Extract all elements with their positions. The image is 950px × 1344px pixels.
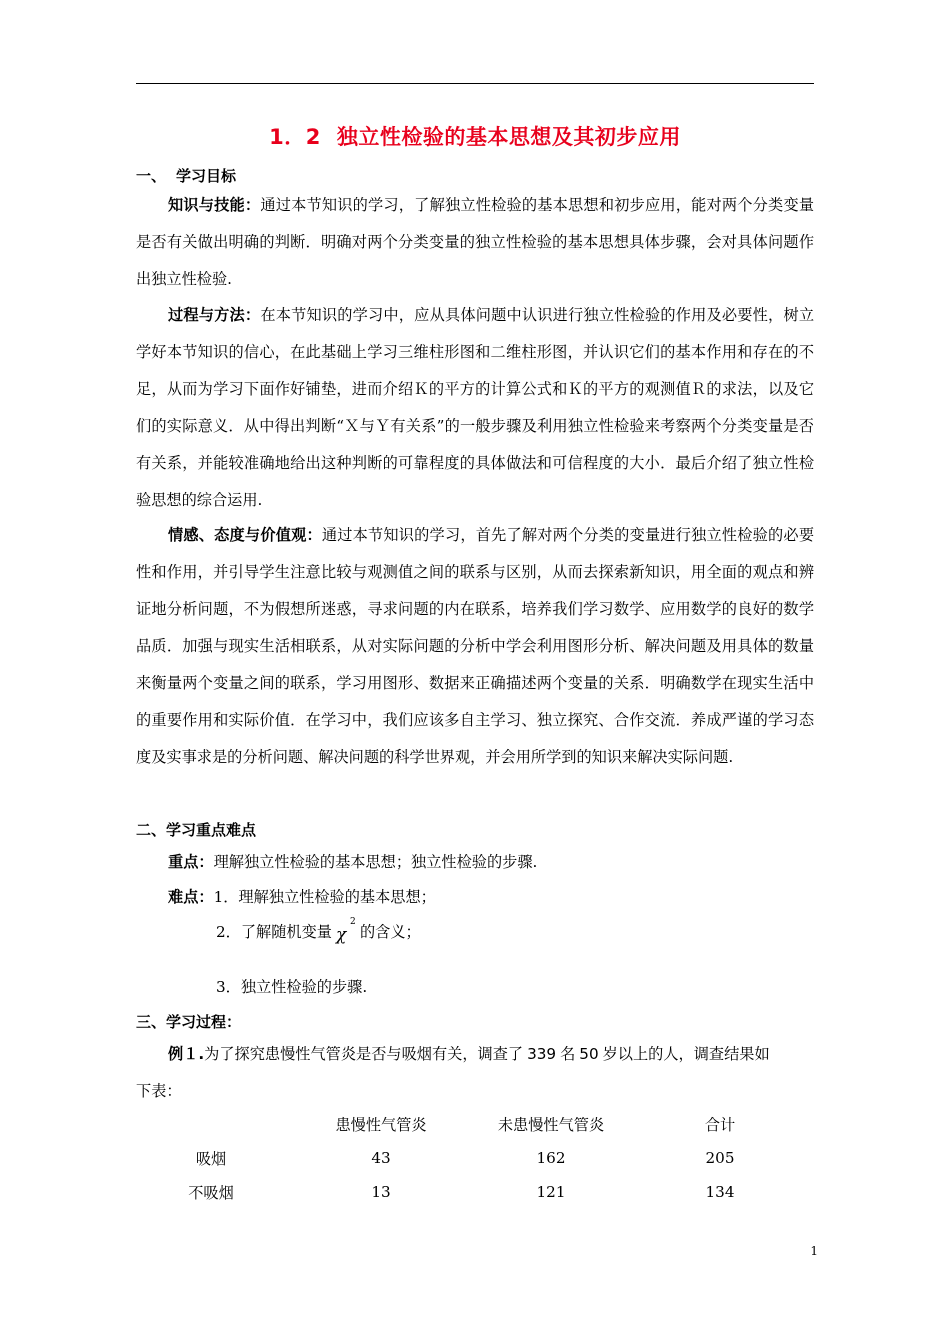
section-index: 一、 bbox=[136, 167, 167, 185]
objective-text: 在本节知识的学习中，应从具体问题中认识进行独立性检验的作用及必要性，树立学好本节知识的信心，在此基础上学习三维柱形图和二维柱形图，并认识它们的基本作用和存在的不足，从而为学习下面作好铺垫，进而介绍Ｋ的平方的计算公式和Ｋ的平方的观测值Ｒ的求法，以及它们的实际意义．从中得出判断“Ｘ与Ｙ有关系”的一般步骤及利用独立性检验来考察两个分类变量是否有关系，并能较准确地给出这种判断的可靠程度的具体做法和可信程度的大小．最后介绍了独立性检验思想的综合运用. bbox=[136, 306, 815, 509]
table-cell: 162 bbox=[536, 1149, 566, 1167]
objective-text: 通过本节知识的学习，了解独立性检验的基本思想和初步应用，能对两个分类变量是否有关做出明确的判断．明确对两个分类变量的独立性检验的基本思想具体步骤，会对具体问题作出独立性检验. bbox=[136, 196, 815, 288]
objective-label: 情感、态度与价值观： bbox=[168, 526, 322, 544]
chi-square-symbol: χ 2 bbox=[335, 917, 356, 945]
difficulty-item-3: 3．独立性检验的步骤. bbox=[216, 978, 368, 996]
example-line-1: 例１.为了探究患慢性气管炎是否与吸烟有关，调查了 339 名 50 岁以上的人，调查结果如 bbox=[168, 1045, 770, 1063]
objective-text: 通过本节知识的学习，首先了解对两个分类的变量进行独立性检验的必要性和作用，并引导学生注意比较与观测值之间的联系与区别，从而去探索新知识，用全面的观点和辨证地分析问题，不为假想所迷惑，寻求问题的内在联系，培养我们学习数学、应用数学的良好的数学品质．加强与现实生活相联系，从对实际问题的分析中学会利用图形分析、解决问题及用具体的数量来衡量两个变量之间的联系，学习用图形、数据来正确描述两个变量的关系．明确数学在现实生活中的重要作用和实际价值．在学习中，我们应该多自主学习、独立探究、合作交流．养成严谨的学习态度及实事求是的分析问题、解决问题的科学世界观，并会用所学到的知识来解决实际问题. bbox=[136, 526, 815, 766]
key-point-label: 重点： bbox=[168, 853, 214, 871]
table-cell: 吸烟 bbox=[195, 1149, 227, 1168]
section-heading-3 bbox=[136, 1011, 241, 1032]
difficulty-line-2 bbox=[216, 917, 421, 945]
header-rule bbox=[136, 83, 814, 84]
section-title: 二、学习重点难点 bbox=[136, 821, 257, 839]
data-table bbox=[136, 1107, 814, 1209]
table-cell: 121 bbox=[536, 1183, 566, 1201]
difficulty-line-1 bbox=[168, 886, 436, 907]
table-row bbox=[136, 1141, 814, 1175]
objective-knowledge bbox=[136, 187, 814, 298]
difficulty-item-2-prefix: 2．了解随机变量 bbox=[216, 923, 332, 941]
objective-process bbox=[136, 297, 814, 519]
example-number-50: 50 bbox=[579, 1045, 599, 1063]
section-title: 三、学习过程： bbox=[136, 1013, 242, 1031]
page-number: 1 bbox=[810, 1244, 818, 1258]
table-cell: 13 bbox=[371, 1183, 391, 1201]
objective-attitude bbox=[136, 517, 814, 776]
objective-label: 过程与方法： bbox=[168, 306, 261, 324]
table-header-cell: 未患慢性气管炎 bbox=[497, 1115, 605, 1134]
title-number: 1．2 bbox=[269, 125, 321, 149]
difficulty-label: 难点： bbox=[168, 888, 214, 906]
example-line-2: 下表： bbox=[136, 1082, 182, 1100]
table-header-cell: 合计 bbox=[704, 1115, 736, 1134]
table-header-row bbox=[136, 1107, 814, 1141]
objective-label: 知识与技能： bbox=[168, 196, 261, 214]
example-number-339: 339 bbox=[527, 1045, 557, 1063]
table-header-cell: 患慢性气管炎 bbox=[335, 1115, 427, 1134]
section-heading-2 bbox=[136, 819, 256, 840]
table-cell: 205 bbox=[705, 1149, 735, 1167]
section-heading-1 bbox=[136, 165, 236, 186]
table-header-cell bbox=[136, 1107, 286, 1141]
title-text: 独立性检验的基本思想及其初步应用 bbox=[336, 125, 681, 149]
table-cell: 不吸烟 bbox=[188, 1183, 234, 1202]
table-cell: 134 bbox=[705, 1183, 735, 1201]
table-row bbox=[136, 1175, 814, 1209]
page-title bbox=[0, 121, 950, 151]
key-point-text: 理解独立性检验的基本思想；独立性检验的步骤. bbox=[213, 853, 538, 871]
difficulty-line-3 bbox=[216, 976, 367, 997]
difficulty-item-2-suffix: 的含义； bbox=[359, 923, 421, 941]
difficulty-item-1: 1．理解独立性检验的基本思想； bbox=[213, 888, 436, 906]
section-title: 学习目标 bbox=[176, 167, 237, 185]
example-label: 例１. bbox=[168, 1045, 205, 1063]
key-point-line bbox=[168, 851, 537, 872]
table-cell: 43 bbox=[371, 1149, 391, 1167]
